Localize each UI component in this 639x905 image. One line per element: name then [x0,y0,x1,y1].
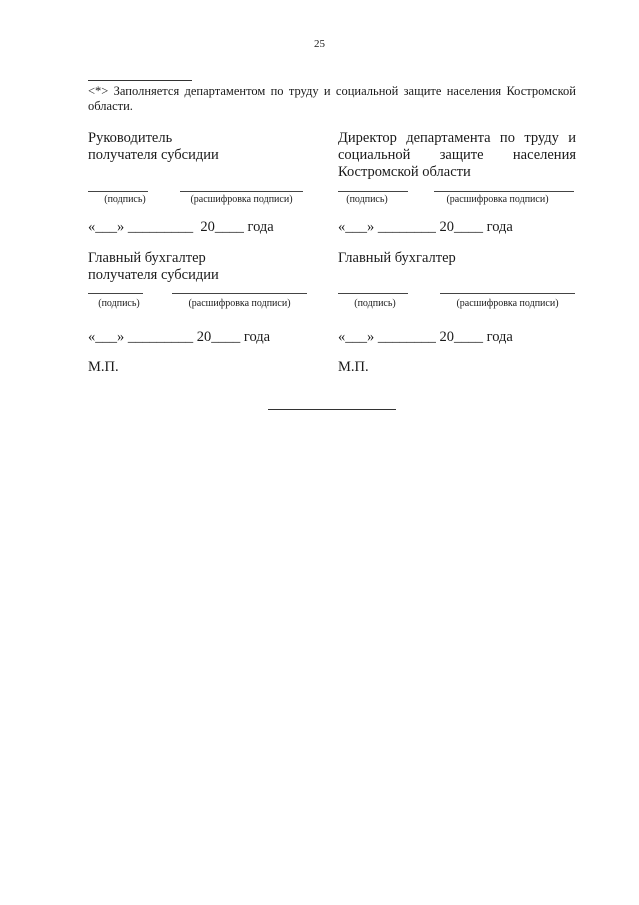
left-stamp: М.П. [88,359,119,375]
date-suffix: года [486,329,513,345]
date-suffix: года [486,219,513,235]
left-accountant-decoding-line [172,293,307,294]
right-accountant-signature-line [338,293,408,294]
right-head-signature-caption: (подпись) [346,194,388,205]
date-day-blank: ___ [95,329,117,345]
date-close-quote: » [117,219,125,235]
right-head-signature-line [338,191,408,192]
date-open-quote: « [88,219,96,235]
left-head-date [88,219,274,236]
date-close-quote: » [367,219,375,235]
right-head-date [338,219,513,236]
right-accountant-title: Главный бухгалтер [338,250,456,266]
left-accountant-title-line1: Главный бухгалтер [88,250,206,266]
right-head-decoding-line [434,191,574,192]
date-close-quote: » [367,329,375,345]
right-head-decoding-caption: (расшифровка подписи) [446,194,549,205]
left-accountant-signature-caption: (подпись) [98,298,140,309]
date-year-prefix: 20 [200,219,215,235]
date-day-blank: ___ [345,219,367,235]
date-open-quote: « [338,329,346,345]
left-head-title-line1: Руководитель [88,130,173,146]
left-head-signature-caption: (подпись) [104,194,146,205]
closing-rule [268,409,396,410]
left-accountant-date [88,329,270,346]
date-year-blank: ____ [454,329,483,345]
date-month-blank: ________ [377,329,436,345]
date-close-quote: » [117,329,125,345]
right-accountant-decoding-line [440,293,575,294]
left-accountant-decoding-caption: (расшифровка подписи) [188,298,291,309]
left-head-signature-line [88,191,148,192]
right-accountant-decoding-caption: (расшифровка подписи) [456,298,559,309]
date-month-blank: _________ [127,219,194,235]
date-suffix: года [247,219,274,235]
date-day-blank: ___ [345,329,367,345]
left-head-title-line2: получателя субсидии [88,147,219,163]
date-year-blank: ____ [211,329,241,345]
date-month-blank: ________ [377,219,436,235]
left-head-decoding-line [180,191,303,192]
date-year-prefix: 20 [196,329,212,345]
date-month-blank: _________ [127,329,194,345]
right-stamp: М.П. [338,359,369,375]
date-year-prefix: 20 [439,219,454,235]
left-head-decoding-caption: (расшифровка подписи) [190,194,293,205]
right-head-title: Директор департамента по труду и социальной защите населения Костромской области [338,130,576,180]
right-accountant-signature-caption: (подпись) [354,298,396,309]
left-accountant-title-line2: получателя субсидии [88,267,219,283]
date-suffix: года [243,329,271,345]
date-open-quote: « [338,219,346,235]
date-day-blank: ___ [95,219,117,235]
footnote: <*> Заполняется департаментом по труду и социальной защите населения Костромской области. [88,84,576,113]
date-year-prefix: 20 [439,329,454,345]
right-accountant-date [338,329,513,346]
footnote-rule [88,80,192,81]
date-year-blank: ____ [214,219,244,235]
page-number: 25 [314,38,325,50]
left-accountant-signature-line [88,293,143,294]
date-year-blank: ____ [454,219,483,235]
date-open-quote: « [88,329,96,345]
